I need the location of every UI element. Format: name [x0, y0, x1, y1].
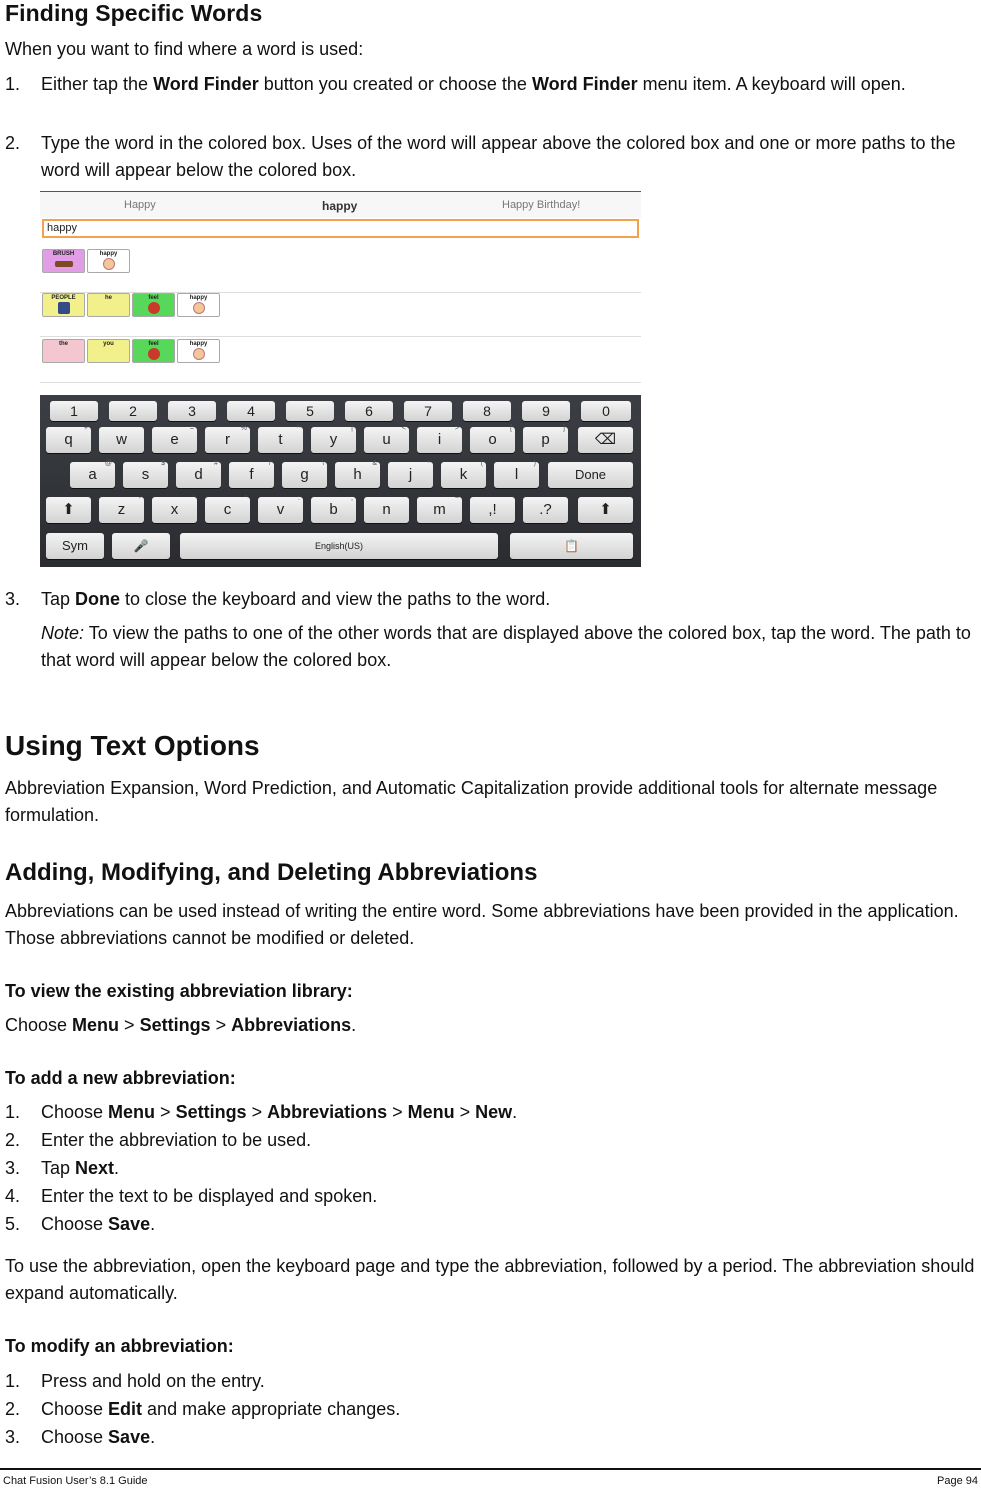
key-4: 4 [227, 401, 275, 421]
word-use-happy-current: happy [322, 199, 358, 213]
add-step-3: 3. Tap Next. [5, 1155, 980, 1182]
key-o: o [ [470, 427, 515, 453]
key-n: n [364, 497, 409, 523]
key-y: y | [311, 427, 356, 453]
key-c: c " [205, 497, 250, 523]
key-k: k ( [441, 462, 486, 488]
key-done: Done [548, 462, 633, 488]
key-x: x ' [152, 497, 197, 523]
key-m: m ~ [417, 497, 462, 523]
footer-guide-title: Chat Fusion User’s 8.1 Guide [3, 1475, 148, 1487]
key-z: z - [99, 497, 144, 523]
modify-step-1: 1. Press and hold on the entry. [5, 1368, 980, 1395]
modify-step-3: 3. Choose Save. [5, 1424, 980, 1451]
key-0: 0 [581, 401, 631, 421]
add-step-1: 1. Choose Menu > Settings > Abbreviations > Menu > New. [5, 1099, 980, 1126]
microphone-icon: 🎤 [112, 533, 170, 559]
use-abbreviation-text: To use the abbreviation, open the keyboard page and type the abbreviation, followed by a period. The abbreviation should expand automatically. [5, 1256, 975, 1303]
add-step-4: 4. Enter the text to be displayed and spoken. [5, 1183, 980, 1210]
key-8: 8 [463, 401, 511, 421]
key-sym: Sym [46, 533, 104, 559]
key-period: .? [523, 497, 568, 523]
key-comma: ,! [470, 497, 515, 523]
finding-intro: When you want to find where a word is used: [5, 39, 364, 59]
happy-face-icon [193, 348, 205, 360]
key-f: f / [229, 462, 274, 488]
happy-face-icon [103, 258, 115, 270]
on-screen-keyboard [40, 395, 641, 567]
key-p: p ] [523, 427, 568, 453]
backspace-icon: ⌫ [578, 427, 633, 453]
key-7: 7 [404, 401, 452, 421]
feel-icon [148, 348, 160, 360]
key-t: t ^ [258, 427, 303, 453]
step-number: 5. [5, 1214, 21, 1234]
word-finder-screenshot [40, 191, 641, 567]
finding-note: Note: To view the paths to one of the other words that are displayed above the colored box, tap the word. The path to that word will appear below the colored box. [41, 623, 971, 670]
text-options-intro: Abbreviation Expansion, Word Prediction, and Automatic Capitalization provide additional tools for alternate message formulation. [5, 778, 938, 825]
key-3: 3 [168, 401, 216, 421]
key-5: 5 [286, 401, 334, 421]
path-cell: he [87, 293, 130, 317]
key-s: s $ [123, 462, 168, 488]
view-library-text: Choose Menu > Settings > Abbreviations. [5, 1015, 357, 1035]
step-number: 2. [5, 1399, 21, 1419]
path-row-2 [40, 293, 641, 337]
key-h: h & [335, 462, 380, 488]
word-use-happy-birthday: Happy Birthday! [502, 199, 581, 211]
happy-face-icon [193, 302, 205, 314]
add-abbreviation-label: To add a new abbreviation: [5, 1068, 236, 1088]
footer-divider [0, 1468, 981, 1470]
step-number: 3. [5, 589, 21, 609]
footer-page-number: Page 94 [937, 1475, 978, 1487]
path-cell: happy [177, 293, 220, 317]
step-number: 3. [5, 1427, 21, 1447]
path-cell: BRUSH [42, 249, 85, 273]
clipboard-icon: 📋 [510, 533, 633, 559]
finding-step-2: 2. Type the word in the colored box. Uses of the word will appear above the colored box and one or more paths to the word will appear below the colored box. [5, 130, 980, 184]
path-row-1 [40, 249, 641, 293]
path-row-3 [40, 339, 641, 383]
key-i: i > [417, 427, 462, 453]
key-e: e = [152, 427, 197, 453]
word-finder-input: happy [42, 219, 639, 238]
word-use-happy: Happy [124, 199, 156, 211]
shift-left-icon: ⬆ [46, 497, 91, 523]
path-cell: feel [132, 339, 175, 363]
modify-step-2: 2. Choose Edit and make appropriate changes. [5, 1396, 980, 1423]
feel-icon [148, 302, 160, 314]
step-number: 1. [5, 1371, 21, 1391]
key-g: g \ [282, 462, 327, 488]
step-number: 1. [5, 1102, 21, 1122]
path-cell: feel [132, 293, 175, 317]
step-number: 3. [5, 1158, 21, 1178]
path-cell: you [87, 339, 130, 363]
key-u: u < [364, 427, 409, 453]
people-icon [58, 302, 70, 314]
finding-step-1: 1. Either tap the Word Finder button you created or choose the Word Finder menu item. A keyboard will open. [5, 71, 980, 98]
finding-step-3: 3. Tap Done to close the keyboard and view the paths to the word. [5, 586, 980, 613]
key-space: English(US) [180, 533, 498, 559]
key-d: d # [176, 462, 221, 488]
word-uses-bar [40, 192, 641, 218]
add-step-2: 2. Enter the abbreviation to be used. [5, 1127, 980, 1154]
step-number: 2. [5, 133, 21, 153]
add-step-5: 5. Choose Save. [5, 1211, 980, 1238]
modify-abbreviation-label: To modify an abbreviation: [5, 1336, 234, 1356]
key-j: j * [388, 462, 433, 488]
path-cell: happy [177, 339, 220, 363]
key-w: w [99, 427, 144, 453]
key-2: 2 [109, 401, 157, 421]
key-b: b ; [311, 497, 356, 523]
view-library-label: To view the existing abbreviation library: [5, 981, 353, 1001]
key-a: a @ [70, 462, 115, 488]
key-r: r % [205, 427, 250, 453]
path-cell: happy [87, 249, 130, 273]
shift-right-icon: ⬆ [578, 497, 633, 523]
key-9: 9 [522, 401, 570, 421]
step-number: 4. [5, 1186, 21, 1206]
heading-using-text-options: Using Text Options [5, 730, 260, 761]
step-number: 1. [5, 74, 21, 94]
heading-abbreviations: Adding, Modifying, and Deleting Abbreviations [5, 859, 538, 886]
key-q: q + [46, 427, 91, 453]
step-number: 2. [5, 1130, 21, 1150]
key-v: v : [258, 497, 303, 523]
key-1: 1 [50, 401, 98, 421]
brush-icon [55, 261, 73, 267]
heading-finding-specific-words: Finding Specific Words [5, 0, 263, 26]
path-cell: PEOPLE [42, 293, 85, 317]
key-6: 6 [345, 401, 393, 421]
abbreviations-intro: Abbreviations can be used instead of writing the entire word. Some abbreviations have been provided in the application. Those abbreviations cannot be modified or deleted. [5, 901, 959, 948]
key-l: l ) [494, 462, 539, 488]
path-cell: the [42, 339, 85, 363]
